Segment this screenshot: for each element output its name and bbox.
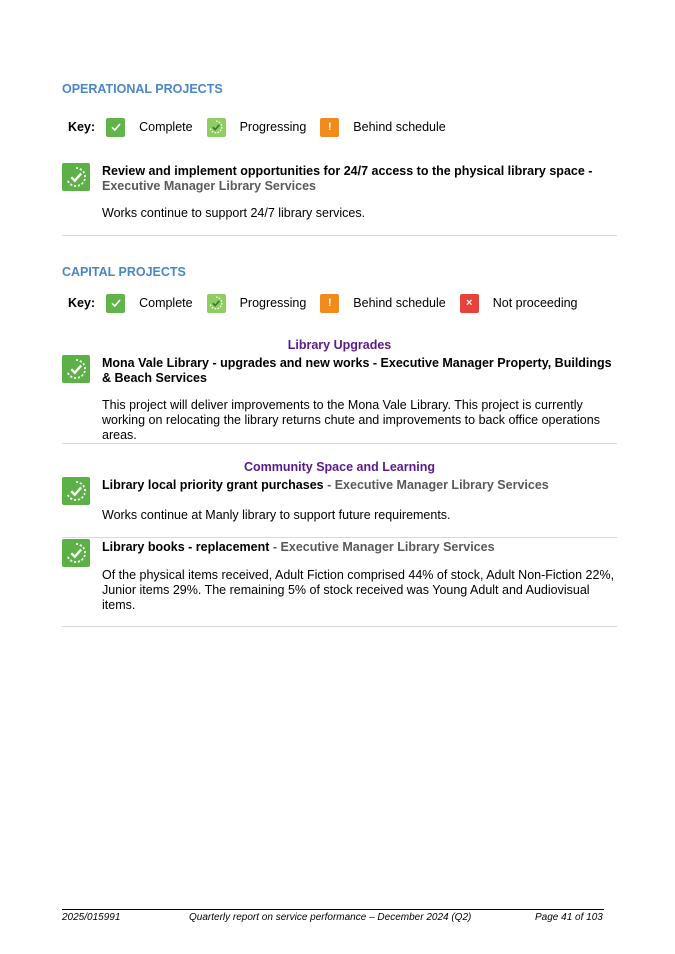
project-description: Works continue at Manly library to support future requirements. — [102, 508, 451, 522]
progressing-status-icon — [62, 539, 90, 567]
project-description: Of the physical items received, Adult Fiction comprised 44% of stock, Adult Non-Fiction 22%, Junior items 29%. The remaining 5% of stock received was Young Adult and Audiovisual items. — [102, 568, 615, 612]
complete-icon — [106, 294, 125, 313]
key-behind-schedule-label: Behind schedule — [353, 120, 446, 134]
key-behind-schedule-label: Behind schedule — [353, 296, 446, 310]
progressing-status-icon — [62, 355, 90, 383]
key-progressing-label: Progressing — [239, 120, 307, 134]
group-heading-community-space: Community Space and Learning — [243, 460, 435, 474]
project-name: Review and implement opportunities for 24/7 access to the physical library space — [102, 164, 585, 178]
key-item-progressing — [207, 294, 307, 313]
key-item-complete — [106, 118, 193, 137]
title-separator: - — [269, 540, 281, 554]
capital-key — [68, 293, 592, 313]
footer-doc-number: 2025/015991 — [62, 912, 121, 923]
project-owner: Executive Manager Library Services — [102, 179, 317, 193]
key-item-not-proceeding — [460, 294, 578, 313]
project-title — [102, 540, 617, 555]
key-progressing-label: Progressing — [239, 296, 307, 310]
divider — [62, 443, 617, 444]
project-title: Mona Vale Library - upgrades and new works - Executive Manager Property, Buildings & Beach Services — [102, 356, 612, 385]
project-owner: Executive Manager Library Services — [280, 540, 495, 554]
operational-key — [68, 117, 460, 137]
divider — [62, 235, 617, 236]
progressing-status-icon — [62, 477, 90, 505]
project-name: Library books - replacement — [102, 540, 270, 554]
project-name: Library local priority grant purchases — [102, 478, 324, 492]
behind-schedule-icon: ! — [320, 294, 339, 313]
progressing-icon — [207, 294, 226, 313]
key-item-behind-schedule — [320, 294, 445, 313]
key-label: Key: — [68, 296, 96, 310]
divider — [62, 626, 617, 627]
capital-projects-heading: CAPITAL PROJECTS — [62, 265, 186, 279]
progressing-icon — [207, 118, 226, 137]
behind-schedule-icon: ! — [320, 118, 339, 137]
operational-projects-heading: OPERATIONAL PROJECTS — [62, 82, 223, 96]
key-item-progressing — [207, 118, 307, 137]
project-owner: Executive Manager Library Services — [334, 478, 549, 492]
key-not-proceeding-label: Not proceeding — [492, 296, 578, 310]
key-item-behind-schedule — [320, 118, 445, 137]
title-separator: - — [323, 478, 335, 492]
footer-report-title: Quarterly report on service performance – December 2024 (Q2) — [189, 912, 472, 923]
project-description: Works continue to support 24/7 library services. — [102, 206, 366, 220]
project-title — [102, 164, 617, 194]
project-title — [102, 478, 617, 493]
key-complete-label: Complete — [139, 120, 193, 134]
footer-page-number: Page 41 of 103 — [535, 912, 603, 923]
progressing-status-icon — [62, 163, 90, 191]
key-item-complete — [106, 294, 193, 313]
footer-rule — [62, 909, 604, 910]
group-heading-library-upgrades: Library Upgrades — [287, 338, 392, 352]
title-separator: - — [584, 164, 593, 178]
complete-icon — [106, 118, 125, 137]
not-proceeding-icon: × — [460, 294, 479, 313]
key-label: Key: — [68, 120, 96, 134]
key-complete-label: Complete — [139, 296, 193, 310]
divider — [62, 537, 617, 538]
project-description: This project will deliver improvements to the Mona Vale Library. This project is currently working on relocating the library returns chute and improvements to back office operations areas. — [102, 398, 600, 442]
